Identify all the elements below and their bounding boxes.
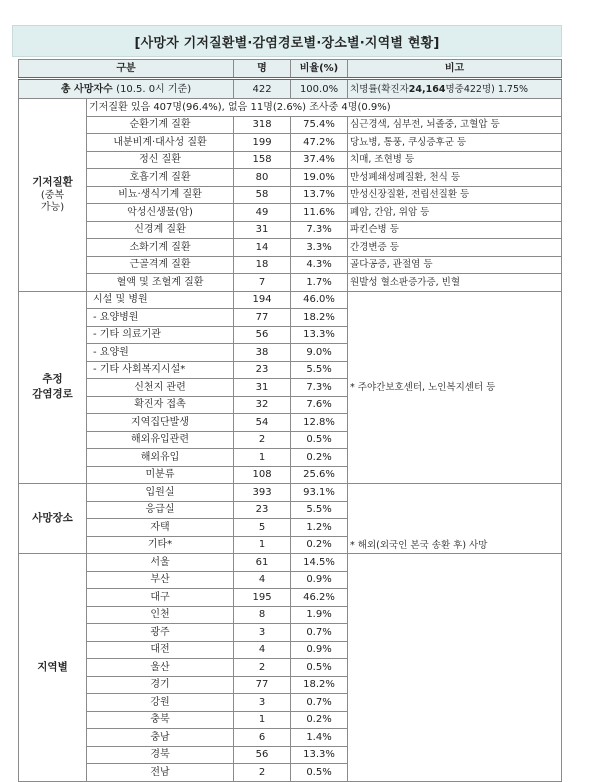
place-percent: 1.2%	[291, 519, 348, 537]
route-name: - 요양병원	[87, 309, 234, 327]
disease-name: 순환기계 질환	[87, 116, 234, 134]
route-percent: 0.2%	[291, 449, 348, 467]
disease-percent: 3.3%	[291, 239, 348, 257]
region-count: 3	[234, 624, 291, 642]
disease-count: 49	[234, 204, 291, 222]
disease-count: 18	[234, 256, 291, 274]
route-percent: 13.3%	[291, 326, 348, 344]
region-name: 인천	[87, 606, 234, 624]
route-percent: 46.0%	[291, 291, 348, 309]
disease-note: 원발성 혈소판증가증, 빈혈	[348, 274, 562, 292]
table-row	[19, 186, 562, 204]
region-count: 8	[234, 606, 291, 624]
disease-count: 318	[234, 116, 291, 134]
route-count: 31	[234, 379, 291, 397]
disease-name: 내분비계·대사성 질환	[87, 134, 234, 152]
total-note-confirmed: 24,164	[408, 83, 446, 95]
total-label: 총 사망자수	[60, 83, 113, 95]
statistics-table	[18, 59, 562, 782]
place-name: 기타*	[87, 536, 234, 554]
route-count: 77	[234, 309, 291, 327]
disease-percent: 4.3%	[291, 256, 348, 274]
disease-percent: 75.4%	[291, 116, 348, 134]
route-name: 해외유입	[87, 449, 234, 467]
region-category: 지역별	[19, 554, 87, 782]
table-row	[19, 204, 562, 222]
route-count: 54	[234, 414, 291, 432]
region-name: 전남	[87, 764, 234, 782]
region-count: 4	[234, 571, 291, 589]
disease-note: 파킨슨병 등	[348, 221, 562, 239]
disease-count: 31	[234, 221, 291, 239]
region-percent: 18.2%	[291, 676, 348, 694]
region-name: 대구	[87, 589, 234, 607]
region-percent: 13.3%	[291, 746, 348, 764]
region-count: 2	[234, 764, 291, 782]
table-row	[19, 116, 562, 134]
table-row	[19, 151, 562, 169]
header-percent: 비율(%)	[291, 60, 348, 79]
disease-name: 비뇨·생식기계 질환	[87, 186, 234, 204]
total-count: 422	[234, 79, 291, 99]
disease-note: 폐암, 간암, 위암 등	[348, 204, 562, 222]
route-count: 56	[234, 326, 291, 344]
region-name: 광주	[87, 624, 234, 642]
table-row	[19, 169, 562, 187]
disease-name: 정신 질환	[87, 151, 234, 169]
region-percent: 1.9%	[291, 606, 348, 624]
route-count: 2	[234, 431, 291, 449]
region-name: 충남	[87, 729, 234, 747]
disease-count: 80	[234, 169, 291, 187]
total-note	[348, 79, 562, 99]
disease-count: 158	[234, 151, 291, 169]
route-category-line1: 추정	[42, 373, 63, 386]
table-row	[19, 554, 562, 572]
disease-percent: 19.0%	[291, 169, 348, 187]
region-percent: 1.4%	[291, 729, 348, 747]
underlying-category-label: 기저질환	[32, 176, 73, 189]
region-count: 4	[234, 641, 291, 659]
table-row	[19, 291, 562, 309]
route-category-line2: 감염경로	[32, 388, 73, 401]
disease-percent: 37.4%	[291, 151, 348, 169]
region-name: 서울	[87, 554, 234, 572]
region-name: 대전	[87, 641, 234, 659]
region-percent: 46.2%	[291, 589, 348, 607]
region-count: 61	[234, 554, 291, 572]
disease-name: 신경계 질환	[87, 221, 234, 239]
header-count: 명	[234, 60, 291, 79]
table-header-row	[19, 60, 562, 79]
region-count: 3	[234, 694, 291, 712]
disease-percent: 7.3%	[291, 221, 348, 239]
table-row	[19, 484, 562, 502]
route-name: 해외유입관련	[87, 431, 234, 449]
route-name: 시설 및 병원	[87, 291, 234, 309]
place-percent: 0.2%	[291, 536, 348, 554]
disease-percent: 1.7%	[291, 274, 348, 292]
route-count: 23	[234, 361, 291, 379]
table-row	[19, 221, 562, 239]
route-count: 38	[234, 344, 291, 362]
total-note-suffix: 명중422명) 1.75%	[445, 83, 529, 95]
header-category: 구분	[19, 60, 234, 79]
disease-note: 치매, 조현병 등	[348, 151, 562, 169]
place-name: 응급실	[87, 501, 234, 519]
region-name: 경기	[87, 676, 234, 694]
underlying-summary-row	[19, 99, 562, 117]
disease-name: 악성신생물(암)	[87, 204, 234, 222]
route-name: 미분류	[87, 466, 234, 484]
place-name: 입원실	[87, 484, 234, 502]
region-name: 강원	[87, 694, 234, 712]
underlying-category-sub2: 가능)	[40, 202, 65, 214]
route-name: 신천지 관련	[87, 379, 234, 397]
region-percent: 0.9%	[291, 571, 348, 589]
disease-note: 만성신장질환, 전립선질환 등	[348, 186, 562, 204]
place-percent: 93.1%	[291, 484, 348, 502]
table-row	[19, 134, 562, 152]
route-count: 32	[234, 396, 291, 414]
region-count: 77	[234, 676, 291, 694]
route-percent: 9.0%	[291, 344, 348, 362]
disease-percent: 47.2%	[291, 134, 348, 152]
region-note	[348, 554, 562, 782]
header-note: 비고	[348, 60, 562, 79]
page-title: [사망자 기저질환별·감염경로별·장소별·지역별 현황]	[12, 25, 562, 57]
disease-count: 7	[234, 274, 291, 292]
region-name: 충북	[87, 711, 234, 729]
place-name: 자택	[87, 519, 234, 537]
disease-percent: 11.6%	[291, 204, 348, 222]
route-count: 108	[234, 466, 291, 484]
region-name: 울산	[87, 659, 234, 677]
route-percent: 7.6%	[291, 396, 348, 414]
total-sublabel: (10.5. 0시 기준)	[116, 83, 192, 95]
route-name: - 요양원	[87, 344, 234, 362]
place-note: * 해외(외국인 본국 송환 후) 사망	[348, 484, 562, 554]
region-name: 부산	[87, 571, 234, 589]
table-row	[19, 274, 562, 292]
total-label-cell	[19, 79, 234, 99]
region-percent: 0.5%	[291, 659, 348, 677]
place-count: 23	[234, 501, 291, 519]
route-name: - 기타 사회복지시설*	[87, 361, 234, 379]
disease-note: 골다공증, 관절염 등	[348, 256, 562, 274]
region-percent: 0.2%	[291, 711, 348, 729]
disease-count: 199	[234, 134, 291, 152]
route-name: 확진자 접촉	[87, 396, 234, 414]
disease-name: 소화기계 질환	[87, 239, 234, 257]
table-row	[19, 256, 562, 274]
place-percent: 5.5%	[291, 501, 348, 519]
route-percent: 5.5%	[291, 361, 348, 379]
route-category	[19, 291, 87, 484]
region-count: 6	[234, 729, 291, 747]
route-name: - 기타 의료기관	[87, 326, 234, 344]
route-count: 194	[234, 291, 291, 309]
disease-note: 심근경색, 심부전, 뇌졸중, 고혈압 등	[348, 116, 562, 134]
region-percent: 0.5%	[291, 764, 348, 782]
region-count: 56	[234, 746, 291, 764]
place-count: 1	[234, 536, 291, 554]
region-percent: 0.7%	[291, 694, 348, 712]
disease-note: 당뇨병, 통풍, 쿠싱증후군 등	[348, 134, 562, 152]
region-percent: 0.9%	[291, 641, 348, 659]
region-percent: 0.7%	[291, 624, 348, 642]
region-name: 경북	[87, 746, 234, 764]
route-percent: 25.6%	[291, 466, 348, 484]
underlying-category-sub1: (중복	[40, 190, 65, 202]
place-count: 393	[234, 484, 291, 502]
disease-name: 혈액 및 조혈계 질환	[87, 274, 234, 292]
place-count: 5	[234, 519, 291, 537]
disease-note: 만성폐쇄성폐질환, 천식 등	[348, 169, 562, 187]
disease-count: 14	[234, 239, 291, 257]
total-note-prefix: 치명률(확진자	[350, 83, 409, 95]
place-category: 사망장소	[19, 484, 87, 554]
route-percent: 18.2%	[291, 309, 348, 327]
underlying-category	[19, 99, 87, 292]
route-percent: 7.3%	[291, 379, 348, 397]
total-percent: 100.0%	[291, 79, 348, 99]
disease-name: 근골격계 질환	[87, 256, 234, 274]
route-percent: 12.8%	[291, 414, 348, 432]
disease-count: 58	[234, 186, 291, 204]
route-percent: 0.5%	[291, 431, 348, 449]
underlying-summary: 기저질환 있음 407명(96.4%), 없음 11명(2.6%) 조사중 4명(0.9%)	[87, 99, 562, 117]
disease-name: 호흡기계 질환	[87, 169, 234, 187]
disease-note: 간경변증 등	[348, 239, 562, 257]
region-count: 2	[234, 659, 291, 677]
region-count: 195	[234, 589, 291, 607]
table-row	[19, 239, 562, 257]
disease-percent: 13.7%	[291, 186, 348, 204]
region-count: 1	[234, 711, 291, 729]
total-row	[19, 79, 562, 99]
region-percent: 14.5%	[291, 554, 348, 572]
route-note: * 주야간보호센터, 노인복지센터 등	[348, 291, 562, 484]
route-name: 지역집단발생	[87, 414, 234, 432]
route-count: 1	[234, 449, 291, 467]
